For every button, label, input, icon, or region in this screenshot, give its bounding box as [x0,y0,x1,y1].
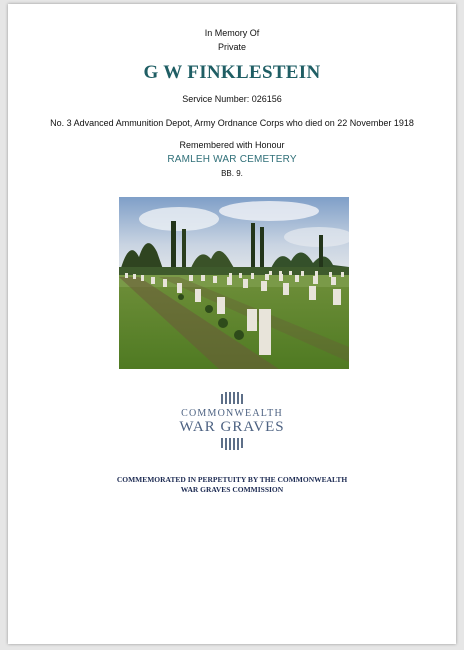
rank: Private [217,42,246,52]
cwgc-logo [8,392,456,452]
unit-and-death: No. 3 Advanced Ammunition Depot, Army Ordnance Corps who died on 22 November 1918 [50,118,414,128]
logo-commonwealth: COMMONWEALTH [181,408,283,419]
commemoration-line-1: COMMEMORATED IN PERPETUITY BY THE COMMONWEALTH [116,475,348,484]
commemoration-line-2: WAR GRAVES COMMISSION [180,485,284,494]
soldier-name: G W FINKLESTEIN [143,62,321,83]
in-memory-of: In Memory Of [204,28,260,38]
logo-bars-top-icon [8,392,456,404]
cemetery-name: RAMLEH WAR CEMETERY [167,154,297,165]
certificate-page [8,4,456,644]
logo-war-graves: WAR GRAVES [179,419,285,435]
logo-bars-bottom-icon [8,438,456,450]
service-number: Service Number: 026156 [182,94,282,104]
cemetery-photo [119,197,349,369]
remembered-with-honour: Remembered with Honour [179,140,285,150]
grave-reference: BB. 9. [221,169,243,178]
